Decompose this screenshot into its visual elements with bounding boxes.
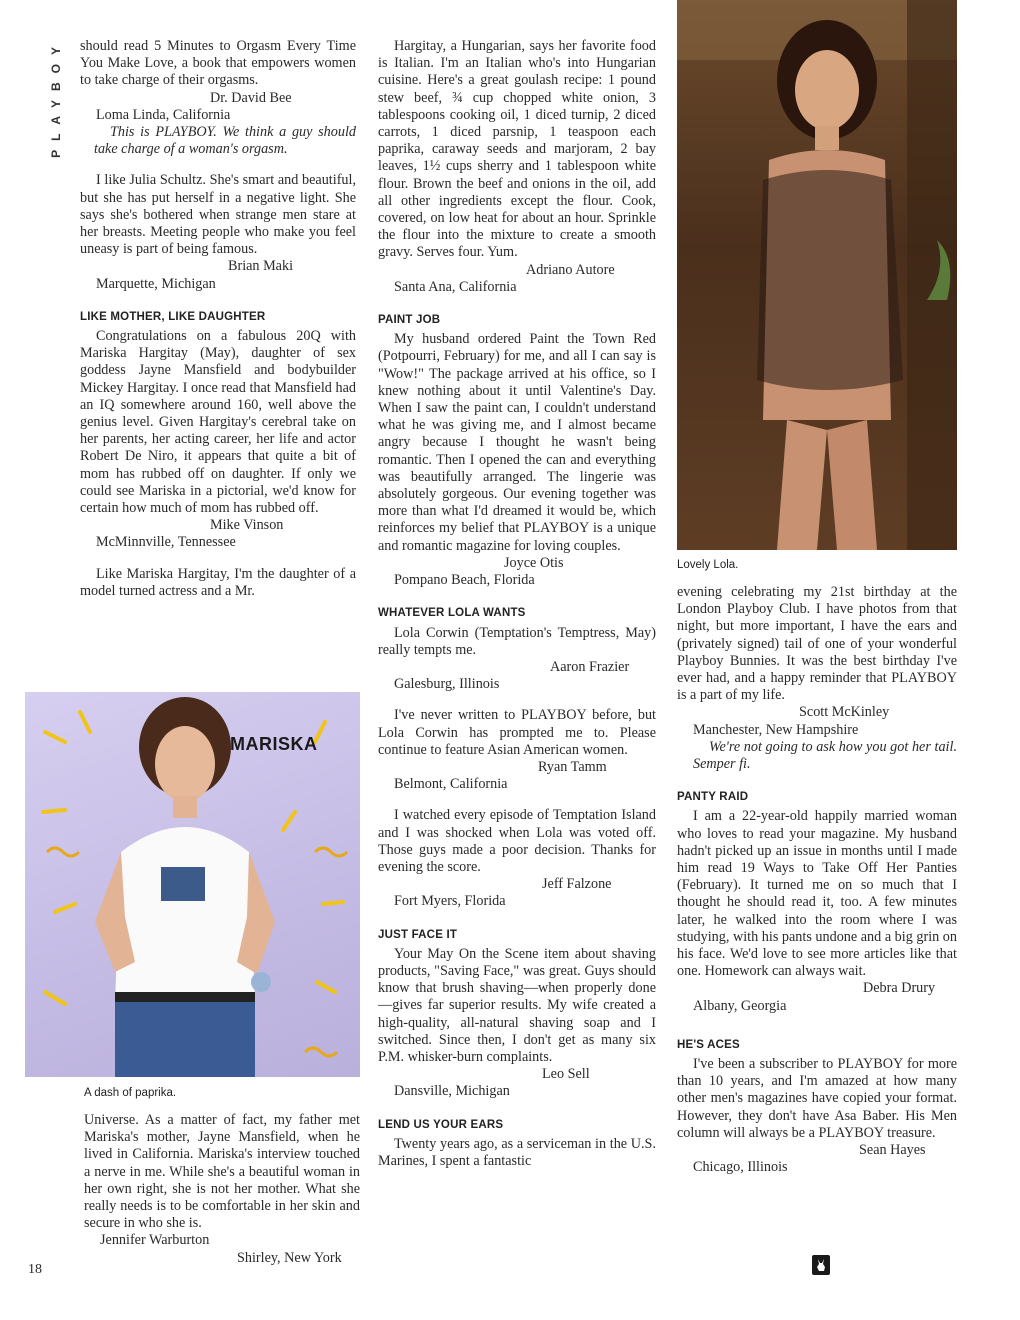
- signature-place: Albany, Georgia: [693, 997, 787, 1014]
- signature-name: Dr. David Bee: [210, 89, 292, 106]
- signature-name: Sean Hayes: [859, 1142, 926, 1159]
- editor-reply: This is PLAYBOY. We think a guy should take charge of a woman's orgasm.: [94, 124, 356, 158]
- signature-place: Pompano Beach, Florida: [394, 572, 535, 589]
- signature-place: Belmont, California: [394, 776, 508, 793]
- section-heading: PANTY RAID: [677, 791, 749, 804]
- section-heading: PAINT JOB: [378, 314, 441, 327]
- mariska-photo: [25, 692, 360, 1077]
- signature-name: Jeff Falzone: [542, 876, 612, 893]
- letter-paragraph: I've been a subscriber to PLAYBOY for more than 10 years, and I'm amazed at how many other men's magazines have copied your format. However, they don't have Asa Baber. His Men column will always be a PLAYBOY treasure.: [677, 1056, 957, 1141]
- signature-place: Shirley, New York: [237, 1249, 342, 1266]
- section-heading: LEND US YOUR EARS: [378, 1118, 504, 1131]
- signature-name: Leo Sell: [542, 1066, 590, 1083]
- letter-paragraph: should read 5 Minutes to Orgasm Every Time You Make Love, a book that empowers women to take charge of their orgasms.: [80, 38, 356, 89]
- magazine-vertical-label: [44, 38, 63, 166]
- column-1: [80, 38, 356, 600]
- letter-paragraph: Hargitay, a Hungarian, says her favorite food is Italian. I'm an Italian who's into Hungarian cuisine. Here's a great goulash recipe: 1 pound stew beef, ¾ cup chopped white onion, 3 tablespoons cooking oil, 1 diced turnip, 2 diced carrots, 1 diced parsnip, 1 teaspoon each paprika, caraway seeds and marjoram, 2 bay leaves, 1½ cups sherry and 1 tablespoon white flour. Brown the beef and onions in the oil, add all other ingredients except the flour. Cook, covered, on low heat for about an hour. Sprinkle the flour into the mixture to create a smooth gravy. Serves four. Yum.: [378, 38, 656, 261]
- signature-place: Manchester, New Hampshire: [693, 721, 859, 738]
- signature-name: Mike Vinson: [210, 517, 284, 534]
- letter-paragraph: My husband ordered Paint the Town Red (Potpourri, February) for me, and all I can say is "Wow!" The package arrived at his office, so I knew nothing about it until Valentine's Day. When I saw the paint can, I couldn't understand what he was giving me, and I almost became angry because I thought he wasn't being romantic. Then I opened the can and everything was beautifully arranged. The lingerie was absolutely gorgeous. Our evening together was more than what I'd dreamed it would be, which reinforces my belief that PLAYBOY is a unique and romantic magazine for loving couples.: [378, 331, 656, 554]
- signature-name: Debra Drury: [863, 980, 936, 997]
- signature-place: Galesburg, Illinois: [394, 676, 500, 693]
- signature-name: Adriano Autore: [526, 261, 615, 278]
- lola-photo: [677, 0, 957, 550]
- signature-place: McMinnville, Tennessee: [96, 534, 236, 551]
- letter-paragraph: Your May On the Scene item about shaving products, "Saving Face," was great. Guys should know that brush shaving—when properly done—gives far superior results. My wife created a high-quality, all-natural shaving soap and I switched. Since then, I don't get as many six P.M. whisker-burn complaints.: [378, 945, 656, 1065]
- signature-name: Aaron Frazier: [550, 658, 630, 675]
- signature-name: Scott McKinley: [799, 704, 890, 721]
- letter-paragraph: I watched every episode of Temptation Island and I was shocked when Lola was voted off. Those guys made a poor decision. Thanks for evening the score.: [378, 807, 656, 875]
- bunny-glyph: [812, 1255, 830, 1275]
- letter-paragraph: Twenty years ago, as a serviceman in the U.S. Marines, I spent a fantastic: [378, 1135, 656, 1169]
- column-1-continued: [84, 1112, 360, 1267]
- column-2: [378, 38, 656, 1170]
- playboy-bunny-icon: [812, 1255, 830, 1275]
- letter-paragraph: Like Mariska Hargitay, I'm the daughter of a model turned actress and a Mr.: [80, 565, 356, 599]
- letter-paragraph: I like Julia Schultz. She's smart and beautiful, but she has put herself in a negative light. She says she's bothered when strange men stare at her breasts. Meeting people who make you feel uneasy is part of being famous.: [80, 172, 356, 258]
- letter-paragraph: Congratulations on a fabulous 20Q with Mariska Hargitay (May), daughter of sex goddess Jayne Mansfield and bodybuilder Mickey Hargitay. I once read that Mansfield had an IQ somewhere around 160, well above the genius level. Given Hargitay's cerebral take on her parents, her acting career, her life and actor Robert De Niro, it appears that quite a bit of mom has rubbed off on daughter. If only we could see Mariska in a pictorial, we'd know for certain how much of mom has rubbed off.: [80, 328, 356, 517]
- editor-reply: We're not going to ask how you got her tail. Semper fi.: [693, 738, 957, 773]
- signature-place: Marquette, Michigan: [96, 275, 216, 292]
- letter-paragraph: I am a 22-year-old happily married woman who loves to read your magazine. My husband hadn't picked up an issue in months until I made him read 19 Ways to Take Off Her Panties (February). It turned me on so much that I thought he should read it, too. A few minutes later, he walked into the room where I was studying, with his pants undone and a big grin on his face. We'd love to see more articles like that one. Homework can always wait.: [677, 808, 957, 980]
- signature-place: Santa Ana, California: [394, 278, 517, 295]
- lola-illustration: [677, 0, 957, 550]
- signature-name: Brian Maki: [228, 258, 294, 275]
- letter-paragraph: Universe. As a matter of fact, my father met Mariska's mother, Jayne Mansfield, when he lived in California. Mariska's interview touched a nerve in me. While she's a beautiful woman in her own right, she is not her mother. What she really needs is to be comfortable in her skin and secure in who she is.: [84, 1112, 360, 1232]
- section-heading: WHATEVER LOLA WANTS: [378, 607, 526, 620]
- signature-place: Fort Myers, Florida: [394, 893, 506, 910]
- letter-paragraph: I've never written to PLAYBOY before, but Lola Corwin has prompted me to. Please continue to feature Asian American women.: [378, 707, 656, 758]
- letter-paragraph: evening celebrating my 21st birthday at the London Playboy Club. I have photos from that night, but more important, I have the ears and (privately signed) tail of one of your wonderful Playboy Bunnies. It was the best birthday I've ever had, and a happy reminder that PLAYBOY is a part of my life.: [677, 584, 957, 704]
- signature-place: Dansville, Michigan: [394, 1083, 510, 1100]
- signature-place: Chicago, Illinois: [693, 1159, 788, 1176]
- letter-paragraph: Lola Corwin (Temptation's Temptress, May) really tempts me.: [378, 624, 656, 658]
- section-heading: HE'S ACES: [677, 1038, 740, 1051]
- column-3: [677, 584, 957, 1177]
- signature-name: Ryan Tamm: [538, 758, 607, 775]
- signature-name: Jennifer Warburton: [100, 1232, 210, 1249]
- page-number: 18: [28, 1262, 42, 1277]
- signature-name: Joyce Otis: [504, 554, 564, 571]
- mariska-logo: [230, 734, 318, 755]
- section-heading: LIKE MOTHER, LIKE DAUGHTER: [80, 310, 266, 323]
- logo-text: MARISKA: [230, 734, 318, 754]
- magazine-name: PLAYBOY: [49, 38, 63, 158]
- signature-place: Loma Linda, California: [96, 106, 231, 123]
- section-heading: JUST FACE IT: [378, 928, 458, 941]
- photo-caption: A dash of paprika.: [84, 1087, 177, 1099]
- photo-caption: Lovely Lola.: [677, 559, 739, 571]
